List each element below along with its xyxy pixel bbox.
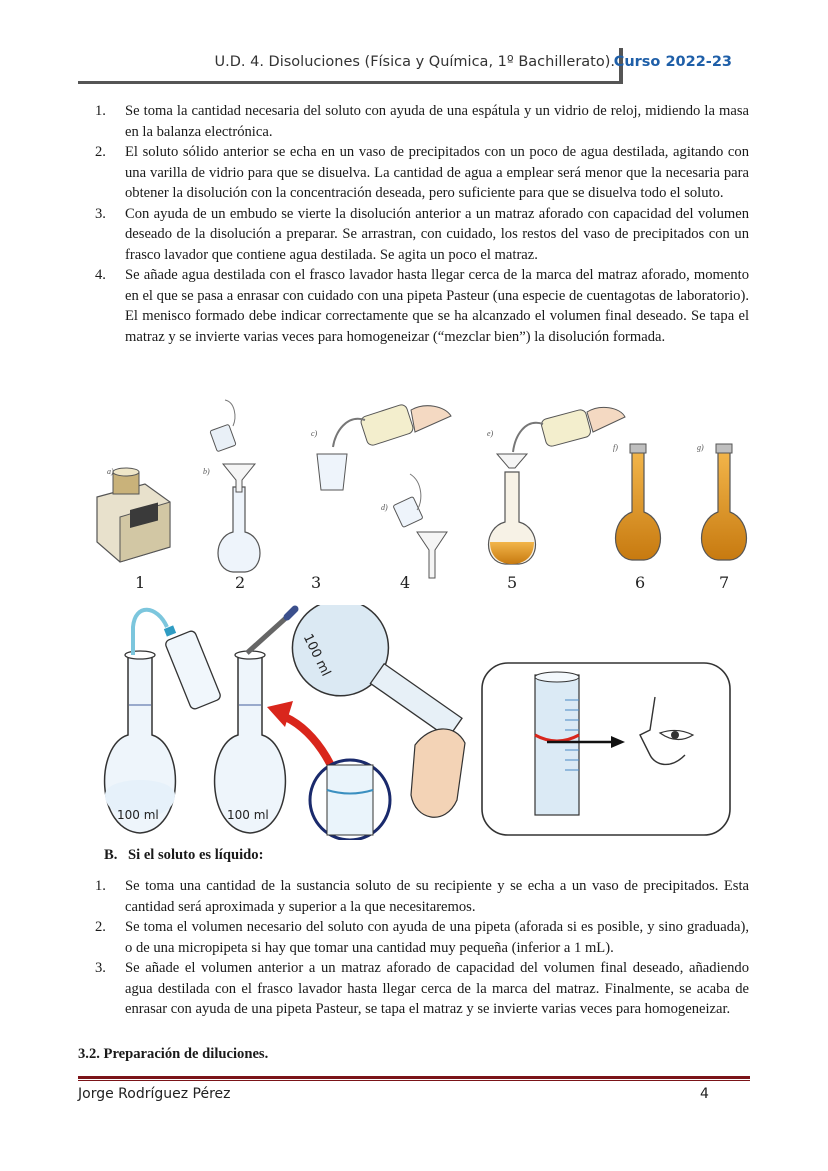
- volumetric-flask-icon: [215, 651, 286, 833]
- panel-letter: a): [107, 467, 114, 476]
- header-course-year: Curso 2022-23: [613, 54, 732, 70]
- step-label: 5: [507, 573, 518, 592]
- section-b-letter: B.: [104, 847, 118, 863]
- filled-flask-icon: [616, 444, 661, 560]
- electronic-balance-icon: [97, 468, 170, 562]
- flask-volume-label: 100 ml: [227, 808, 269, 822]
- solid-solute-steps: [95, 101, 749, 347]
- step-number: 2.: [95, 144, 106, 160]
- step-label: 6: [635, 573, 646, 592]
- step-number: 1.: [95, 103, 106, 119]
- meniscus-figure: [95, 605, 745, 840]
- list-item: [95, 101, 749, 142]
- step-text: Se toma la cantidad necesaria del soluto con ayuda de una espátula y un vidrio de reloj, midiendo la masa en la balanza electrónica.: [125, 103, 749, 140]
- panel-letter: f): [613, 443, 618, 452]
- list-item: [95, 876, 749, 917]
- panel-letter: g): [697, 443, 704, 452]
- filled-flask-icon: [702, 444, 747, 560]
- section-b-title: Si el soluto es líquido:: [128, 847, 264, 863]
- step-text: Se añade el volumen anterior a un matraz aforado de capacidad del volumen final deseado, añadiendo agua destilada con el frasco lavador hasta llegar cerca de la marca del matraz. Finalmente, se acaba de enrasar con ayuda de una pipeta Pasteur, se tapa el matraz y se invierte varias veces para homogeneizar.: [125, 960, 749, 1017]
- beaker-pouring-icon: [393, 474, 447, 578]
- step-text: Con ayuda de un embudo se vierte la disolución anterior a un matraz aforado con capacidad del volumen deseado de la disolución a preparar. Se arrastran, con cuidado, los restos del vaso de precipitados con un frasco lavador que contiene agua destilada. Se agita un poco el matraz.: [125, 205, 749, 263]
- flask-filling-icon: [489, 407, 626, 564]
- header-title: U.D. 4. Disoluciones (Física y Química, 1º Bachillerato).: [214, 54, 615, 70]
- eye-level-reading-box: [482, 663, 730, 835]
- step-text: Se añade agua destilada con el frasco lavador hasta llegar cerca de la marca del matraz aforado, momento en el que se pasa a enrasar con cuidado con una pipeta Pasteur (una especie de cuentagotas de laboratorio). El menisco formado debe indicar correctamente que se ha alcanzado el volumen final deseado. Se tapa el matraz y se invierte varias veces para homogeneizar (“mezclar bien”) la disolución formada.: [125, 267, 749, 345]
- section-3-2-heading: 3.2. Preparación de diluciones.: [78, 1046, 269, 1062]
- list-item: [95, 917, 749, 958]
- step-label: 3: [311, 573, 322, 592]
- panel-letter: d): [381, 503, 388, 512]
- wash-bottle-icon: [317, 403, 451, 490]
- step-number: 3.: [95, 205, 106, 222]
- step-label: 4: [400, 573, 411, 592]
- step-label: 2: [235, 573, 246, 592]
- list-item: [95, 142, 749, 204]
- footer-author: Jorge Rodríguez Pérez: [78, 1086, 231, 1102]
- section-b-heading: [104, 847, 263, 864]
- list-item: [95, 204, 749, 266]
- volumetric-flask-icon: [105, 651, 176, 833]
- list-item: [95, 265, 749, 347]
- footer-rule-thin: [78, 1080, 750, 1081]
- header-rule: [78, 81, 623, 84]
- footer-rule: [78, 1076, 750, 1079]
- page-number: 4: [700, 1086, 709, 1102]
- step-number: 4.: [95, 267, 106, 283]
- panel-letter: b): [203, 467, 210, 476]
- step-number: 3.: [95, 960, 106, 976]
- step-label: 1: [135, 573, 146, 592]
- pasteur-pipette-icon: [247, 609, 295, 653]
- panel-letter: e): [487, 429, 494, 438]
- step-label: 7: [719, 573, 730, 592]
- step-number: 1.: [95, 878, 106, 894]
- flask-volume-label: 100 ml: [117, 808, 159, 822]
- hand-icon: [411, 729, 465, 817]
- panel-letter: c): [311, 429, 318, 438]
- flask-volume-label: 100 ml: [299, 631, 334, 679]
- step-text: Se toma el volumen necesario del soluto con ayuda de una pipeta (aforada si es posible, y sino graduada), o de una micropipeta si hay que tomar una cantidad muy pequeña (inferior a 1 mL).: [125, 919, 749, 956]
- meniscus-zoom-icon: [310, 760, 390, 840]
- volumetric-flask-with-funnel-icon: [210, 400, 260, 572]
- solution-preparation-sequence-figure: [85, 392, 755, 602]
- page-header: [78, 48, 750, 82]
- step-text: El soluto sólido anterior se echa en un vaso de precipitados con un poco de agua destilada, agitando con una varilla de vidrio para que se disuelva. La cantidad de agua a emplear será menor que la necesaria para obtener la disolución con la concentración deseada, pero suficiente para que se disuelva todo el soluto.: [125, 144, 749, 201]
- list-item: [95, 958, 749, 1020]
- step-number: 2.: [95, 919, 106, 935]
- liquid-solute-steps: [95, 876, 749, 1020]
- step-text: Se toma una cantidad de la sustancia soluto de su recipiente y se echa a un vaso de precipitados. Esta cantidad será aproximada y superior a la que necesitaremos.: [125, 878, 749, 915]
